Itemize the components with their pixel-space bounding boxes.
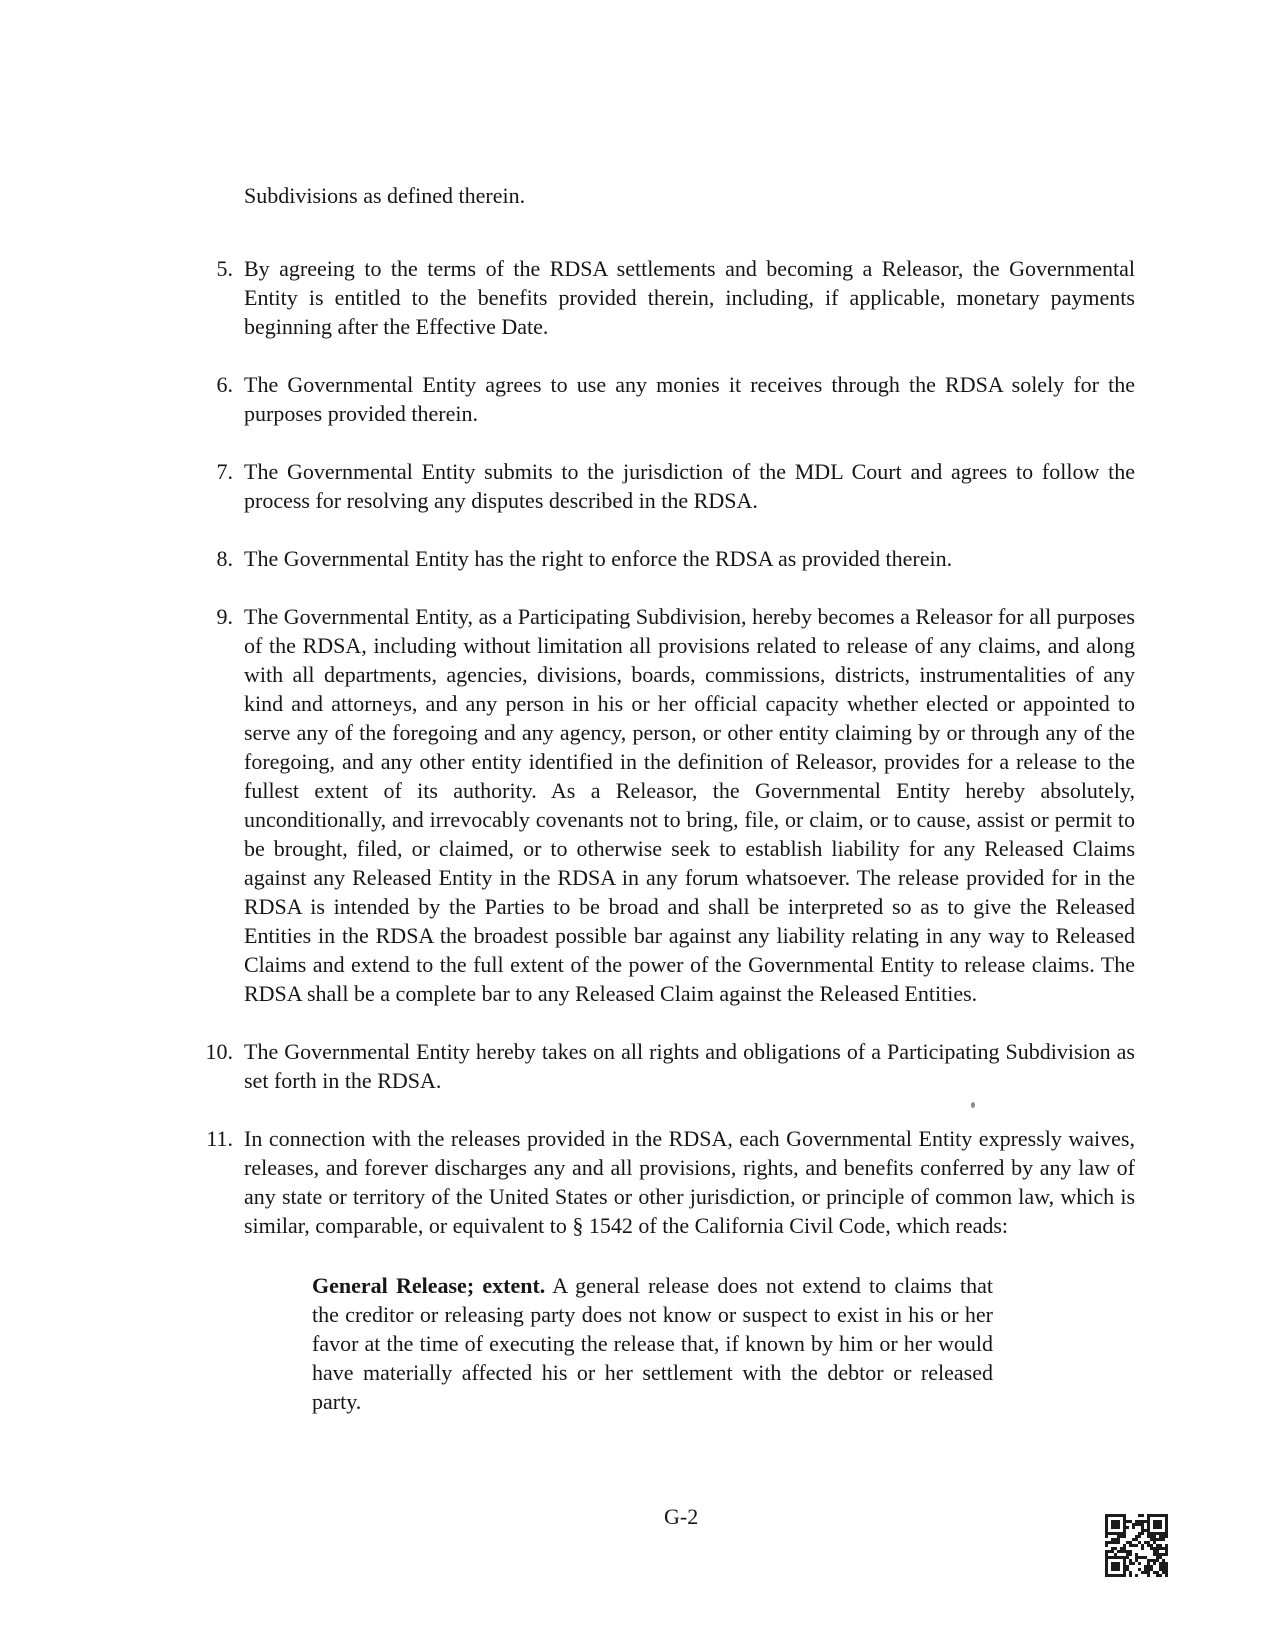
- list-item-5: [205, 254, 1135, 341]
- list-item-11: [205, 1124, 1135, 1240]
- intro-line: Subdivisions as defined therein.: [244, 183, 526, 208]
- item-number: 9.: [216, 604, 233, 629]
- scan-artifact-dot: [971, 1102, 975, 1108]
- qr-code: [1105, 1514, 1168, 1577]
- document-body: [205, 181, 1135, 1416]
- item-number: 7.: [216, 459, 233, 484]
- item-number: 5.: [216, 256, 233, 281]
- item-text: The Governmental Entity hereby takes on all rights and obligations of a Participating Subdivision as set forth in the RDSA.: [244, 1039, 1135, 1093]
- item-number: 10.: [205, 1039, 233, 1064]
- list-item-8: [205, 544, 1135, 573]
- item-number: 11.: [206, 1126, 233, 1151]
- list-item-7: [205, 457, 1135, 515]
- general-release-quote: [312, 1271, 993, 1416]
- item-text: By agreeing to the terms of the RDSA settlements and becoming a Releasor, the Governmental Entity is entitled to the benefits provided therein, including, if applicable, monetary payments beginning after the Effective Date.: [244, 256, 1135, 339]
- list-item-10: [205, 1037, 1135, 1095]
- item-number: 8.: [216, 546, 233, 571]
- item-text: The Governmental Entity submits to the jurisdiction of the MDL Court and agrees to follow the process for resolving any disputes described in the RDSA.: [244, 459, 1135, 513]
- page-number: G-2: [664, 1504, 699, 1529]
- quote-text: A general release does not extend to claims that the creditor or releasing party does not know or suspect to exist in his or her favor at the time of executing the release that, if known by him or her would have materially affected his or her settlement with the debtor or released party.: [312, 1273, 993, 1414]
- item-text: The Governmental Entity has the right to enforce the RDSA as provided therein.: [244, 546, 953, 571]
- list-item-6: [205, 370, 1135, 428]
- quote-lead-bold: General Release; extent.: [312, 1273, 546, 1298]
- item-number: 6.: [216, 372, 233, 397]
- item-text: The Governmental Entity, as a Participating Subdivision, hereby becomes a Releasor for all purposes of the RDSA, including without limitation all provisions related to release of any claims, and along with all departments, agencies, divisions, boards, commissions, districts, instrumentalities of any kind and attorneys, and any person in his or her official capacity whether elected or appointed to serve any of the foregoing and any agency, person, or other entity claiming by or through any of the foregoing, and any other entity identified in the definition of Releasor, provides for a release to the fullest extent of its authority. As a Releasor, the Governmental Entity hereby absolutely, unconditionally, and irrevocably covenants not to bring, file, or claim, or to cause, assist or permit to be brought, filed, or claimed, or to otherwise seek to establish liability for any Released Claims against any Released Entity in the RDSA in any forum whatsoever. The release provided for in the RDSA is intended by the Parties to be broad and shall be interpreted so as to give the Released Entities in the RDSA the broadest possible bar against any liability relating in any way to Released Claims and extend to the full extent of the power of the Governmental Entity to release claims. The RDSA shall be a complete bar to any Released Claim against the Released Entities.: [244, 604, 1135, 1006]
- list-item-9: [205, 602, 1135, 1008]
- item-text: The Governmental Entity agrees to use any monies it receives through the RDSA solely for the purposes provided therein.: [244, 372, 1135, 426]
- item-text: In connection with the releases provided in the RDSA, each Governmental Entity expressly waives, releases, and forever discharges any and all provisions, rights, and benefits conferred by any law of any state or territory of the United States or other jurisdiction, or principle of common law, which is similar, comparable, or equivalent to § 1542 of the California Civil Code, which reads:: [244, 1126, 1135, 1238]
